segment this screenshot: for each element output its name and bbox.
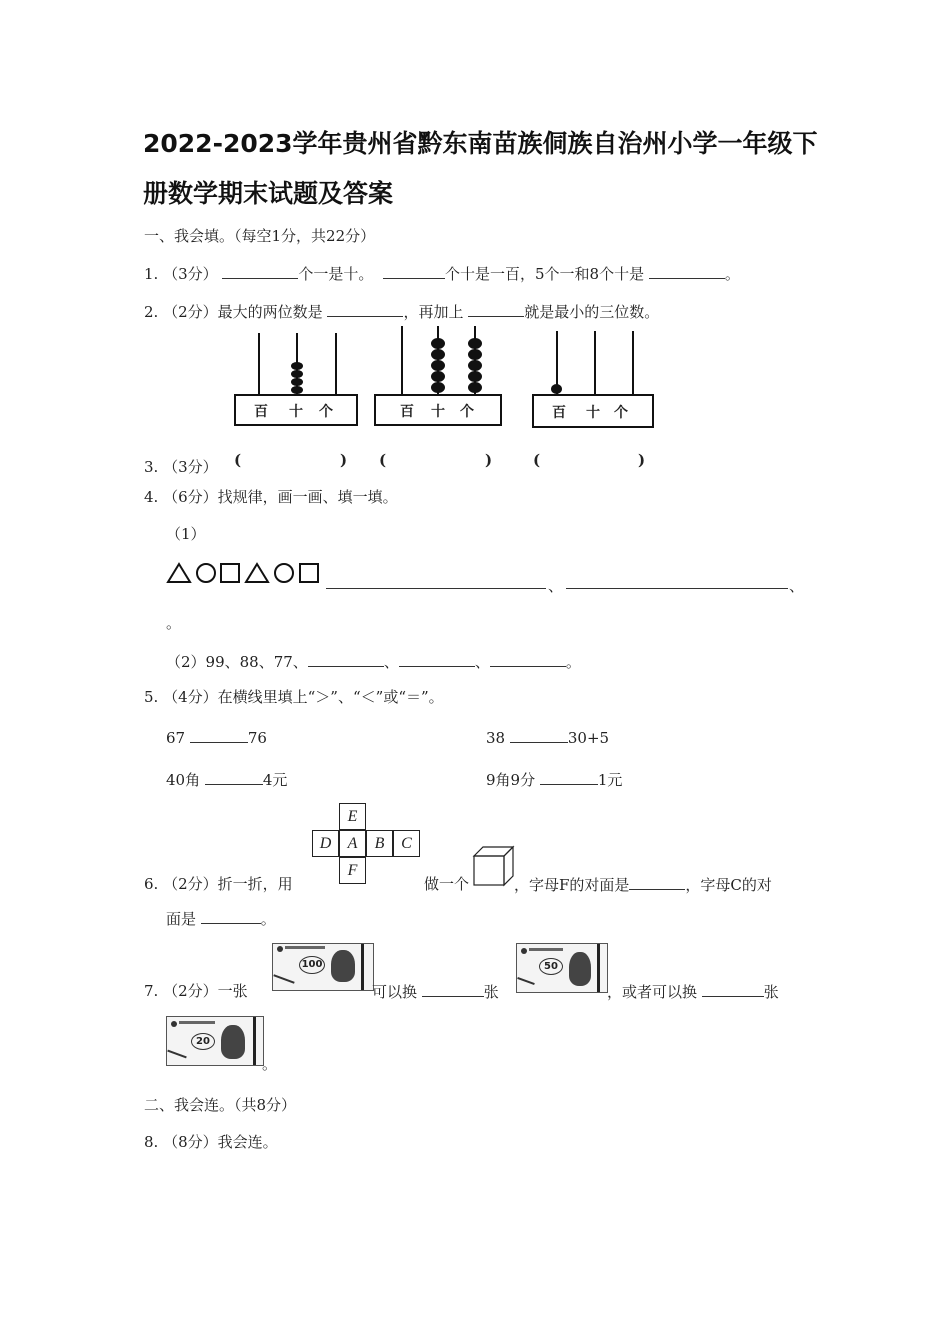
question-number: 2. [144, 303, 159, 321]
abacus-bead [468, 338, 482, 349]
abacus-base [234, 394, 358, 426]
answer-blank[interactable] [399, 650, 475, 667]
question-number: 5. [144, 688, 159, 706]
question-text: ，再加上 [403, 303, 464, 321]
question-text: 最大的两位数是 [217, 303, 323, 321]
comparison-right: 76 [247, 729, 267, 747]
answer-paren-close[interactable]: ) [638, 451, 646, 469]
question-text: 。 [724, 265, 740, 283]
page-title-line1: 2022-2023学年贵州省黔东南苗族侗族自治州小学一年级下 [143, 129, 818, 158]
answer-blank[interactable] [308, 650, 384, 667]
question-5 [144, 686, 444, 707]
square-icon [300, 564, 318, 582]
answer-blank[interactable] [222, 262, 298, 279]
banknote-denomination: 20 [191, 1033, 215, 1050]
square-icon [221, 564, 239, 582]
question-text: 张 [763, 983, 779, 1001]
portrait-icon [221, 1025, 245, 1059]
question-8 [144, 1131, 278, 1152]
answer-blank[interactable] [383, 262, 445, 279]
cube-icon [472, 845, 516, 887]
comparison-right: 4元 [262, 771, 288, 789]
abacus-rod [594, 331, 596, 394]
banknote-denomination: 100 [299, 956, 325, 974]
net-face: A [339, 830, 366, 857]
question-7 [144, 980, 248, 1001]
section-heading-2: 二、我会连。（共8分） [144, 1096, 297, 1114]
comparison-left: 67 [166, 729, 186, 747]
question-number: 8. [144, 1133, 159, 1151]
banknote-20-image [166, 1016, 264, 1066]
answer-paren-open: ( [234, 451, 242, 469]
abacus-bead [551, 384, 562, 394]
comparison-item [486, 768, 622, 790]
question-score: （2分） [163, 982, 218, 1000]
abacus-label: 个 [319, 404, 333, 420]
comparison-left: 9角9分 [486, 771, 536, 789]
abacus-rod [632, 331, 634, 394]
abacus-bead [291, 386, 303, 394]
abacus-bead [431, 349, 445, 360]
question-text: 做一个 [424, 875, 470, 893]
question-6-continued [514, 873, 772, 895]
abacus-bead [468, 360, 482, 371]
question-2 [144, 300, 659, 322]
answer-blank[interactable] [190, 726, 248, 743]
question-number: 7. [144, 982, 159, 1000]
answer-blank[interactable] [201, 907, 261, 924]
question-score: （3分） [163, 458, 218, 476]
circle-icon [197, 564, 215, 582]
answer-paren-open: ( [379, 451, 387, 469]
question-score: （3分） [163, 265, 218, 283]
answer-blank[interactable] [629, 873, 685, 890]
question-score: （6分） [163, 488, 218, 506]
abacus-rod [335, 333, 337, 395]
question-text: 在横线里填上“＞”、“＜”或“＝”。 [217, 688, 444, 706]
abacus-rod [258, 333, 260, 395]
comparison-right: 1元 [597, 771, 623, 789]
question-text: 张 [483, 983, 499, 1001]
question-text: ，或者可以换 [607, 983, 698, 1001]
net-face: C [393, 830, 420, 857]
abacus-label: 个 [614, 405, 628, 421]
period: 。 [565, 653, 581, 671]
question-text: 我会连。 [217, 1133, 278, 1151]
abacus-label: 百 [254, 404, 268, 420]
question-text: 一张 [217, 982, 248, 1000]
question-text: 个十是一百，5个一和8个十是 [444, 265, 645, 283]
answer-blank[interactable] [649, 262, 725, 279]
shape-pattern [166, 561, 326, 585]
sub-question-label: （1） [166, 525, 206, 543]
answer-paren-open: ( [533, 451, 541, 469]
answer-blank[interactable] [327, 300, 403, 317]
net-face: F [339, 857, 366, 884]
banknote-100-image [272, 943, 374, 991]
abacus-label: 个 [460, 404, 474, 420]
comparison-left: 38 [486, 729, 506, 747]
drawing-line[interactable] [566, 588, 788, 589]
abacus-rod [401, 326, 403, 396]
question-1 [144, 262, 740, 284]
answer-blank[interactable] [205, 768, 263, 785]
separator: 、 [474, 653, 490, 671]
banknote-50-image [516, 943, 608, 993]
question-number: 3. [144, 458, 159, 476]
question-number: 6. [144, 875, 159, 893]
question-text: ，字母C的对 [685, 876, 772, 894]
abacus-label: 百 [400, 404, 414, 420]
period: 。 [262, 1055, 278, 1073]
question-text: ，字母F的对面是 [514, 876, 630, 894]
question-score: （2分） [163, 875, 218, 893]
comparison-item [486, 726, 609, 747]
question-6 [144, 873, 293, 894]
question-text: 个一是十。 [298, 265, 374, 283]
question-4 [144, 486, 398, 507]
separator: 、 [789, 577, 805, 595]
period: 。 [260, 910, 276, 928]
abacus-bead [468, 349, 482, 360]
question-text: 面是 [166, 910, 197, 928]
triangle-icon [246, 564, 268, 582]
abacus-base [532, 394, 654, 428]
question-text: 找规律，画一画、填一填。 [217, 488, 398, 506]
portrait-icon [569, 952, 591, 986]
circle-icon [275, 564, 293, 582]
abacus-label: 十 [289, 404, 303, 420]
abacus-bead [431, 338, 445, 349]
net-face: D [312, 830, 339, 857]
question-score: （8分） [163, 1133, 218, 1151]
answer-paren-close[interactable]: ) [340, 451, 348, 469]
section-heading-1: 一、我会填。（每空1分，共22分） [144, 227, 376, 245]
banknote-denomination: 50 [539, 958, 563, 975]
net-face: B [366, 830, 393, 857]
answer-blank[interactable] [490, 650, 566, 667]
question-score: （4分） [163, 688, 218, 706]
question-6-line2 [166, 907, 276, 929]
drawing-line[interactable] [326, 588, 546, 589]
abacus-bead [291, 378, 303, 386]
separator: 、 [548, 577, 564, 595]
answer-blank[interactable] [540, 768, 598, 785]
abacus-bead [468, 382, 482, 393]
comparison-left: 40角 [166, 771, 201, 789]
net-face: E [339, 803, 366, 830]
question-score: （2分） [163, 303, 218, 321]
abacus-bead [291, 362, 303, 370]
abacus-bead [431, 382, 445, 393]
answer-blank[interactable] [702, 980, 764, 997]
question-text: （2）99、88、77、 [166, 653, 308, 671]
question-3 [144, 456, 218, 477]
triangle-icon [168, 564, 190, 582]
abacus-base [374, 394, 502, 426]
abacus-bead [291, 370, 303, 378]
answer-blank[interactable] [422, 980, 484, 997]
abacus-label: 十 [586, 405, 600, 421]
answer-blank[interactable] [510, 726, 568, 743]
comparison-item [166, 768, 287, 790]
comparison-right: 30+5 [567, 729, 610, 747]
portrait-icon [331, 950, 355, 982]
comparison-item [166, 726, 267, 747]
abacus-bead [468, 371, 482, 382]
period: 。 [166, 614, 182, 632]
answer-blank[interactable] [468, 300, 524, 317]
abacus-bead [431, 371, 445, 382]
question-7-continued-2 [607, 980, 779, 1002]
question-number: 1. [144, 265, 159, 283]
page-title-line2: 册数学期末试题及答案 [143, 179, 394, 208]
question-7-continued [372, 980, 499, 1002]
abacus-bead [431, 360, 445, 371]
question-text: 折一折，用 [217, 875, 293, 893]
answer-paren-close[interactable]: ) [485, 451, 493, 469]
abacus-label: 百 [552, 405, 566, 421]
sub-question-2 [166, 650, 581, 672]
separator: 、 [383, 653, 399, 671]
question-number: 4. [144, 488, 159, 506]
abacus-label: 十 [431, 404, 445, 420]
question-text: 可以换 [372, 983, 418, 1001]
question-text: 就是最小的三位数。 [524, 303, 660, 321]
